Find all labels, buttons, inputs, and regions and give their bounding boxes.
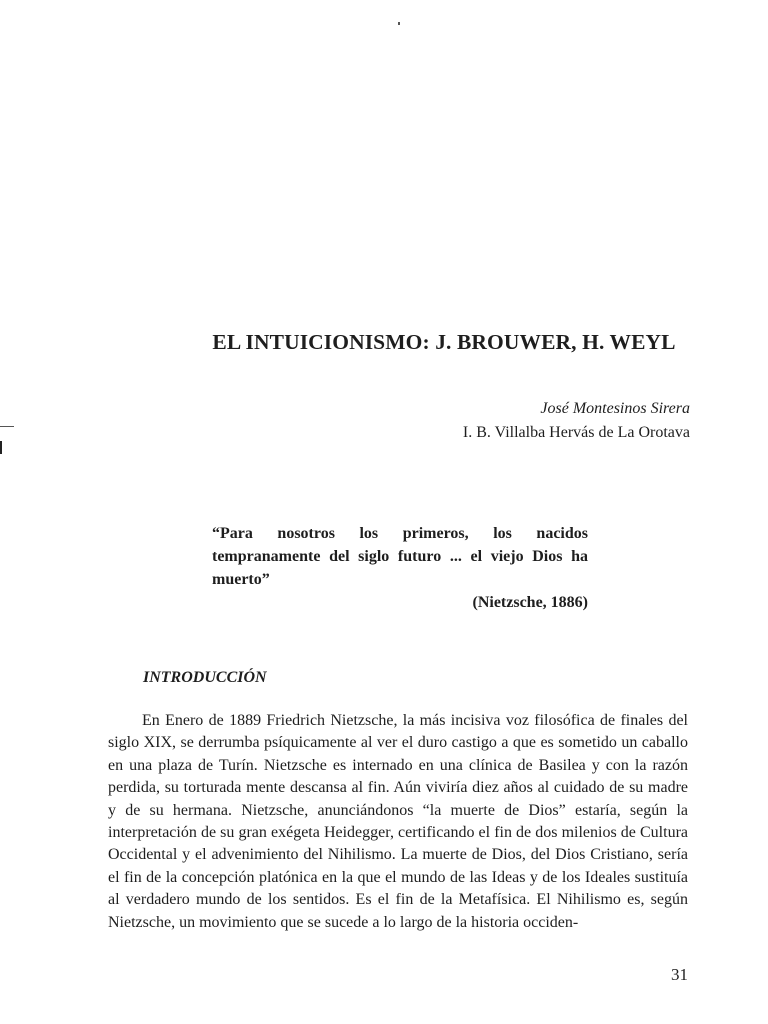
author-affiliation: I. B. Villalba Hervás de La Orotava — [462, 424, 690, 441]
page-number: 31 — [671, 965, 688, 984]
scan-artifact-bar — [0, 441, 2, 454]
scan-artifact-dot — [398, 22, 400, 25]
epigraph-quote: “Para nosotros los primeros, los nacidos tempranamente del siglo futuro ... el viejo Dios ha muerto” — [212, 525, 588, 588]
epigraph — [212, 522, 588, 614]
section-heading: INTRODUCCIÓN — [143, 669, 267, 686]
epigraph-citation: (Nietzsche, 1886) — [472, 594, 588, 611]
body-paragraph: En Enero de 1889 Friedrich Nietzsche, la más incisiva voz filosófica de finales del siglo XIX, se derrumba psíquicamente al ver el duro castigo a que es sometido un caballo en una plaza de Turín. Nietzsche es internado en una clínica de Basilea y con la razón perdida, su torturada mente descansa al fin. Aún viviría diez años al cuidado de su madre y de su hermana. Nietzsche, anunciándonos “la muerte de Dios” estaría, según la interpretación de su gran exégeta Heidegger, certificando el fin de dos milenios de Cultura Occidental y el advenimiento del Nihilismo. La muerte de Dios, del Dios Cristiano, sería el fin de la concepción platónica en la que el mundo de las Ideas y de los Ideales sustituía al verdadero mundo de los sentidos. Es el fin de la Metafísica. El Nihilismo es, según Nietzsche, un movimiento que se sucede a lo largo de la historia occiden- — [108, 712, 688, 931]
scan-artifact-dash — [0, 426, 14, 427]
author-block — [463, 397, 690, 445]
author-name: José Montesinos Sirera — [540, 400, 690, 417]
article-title: EL INTUICIONISMO: J. BROUWER, H. WEYL — [212, 330, 676, 354]
